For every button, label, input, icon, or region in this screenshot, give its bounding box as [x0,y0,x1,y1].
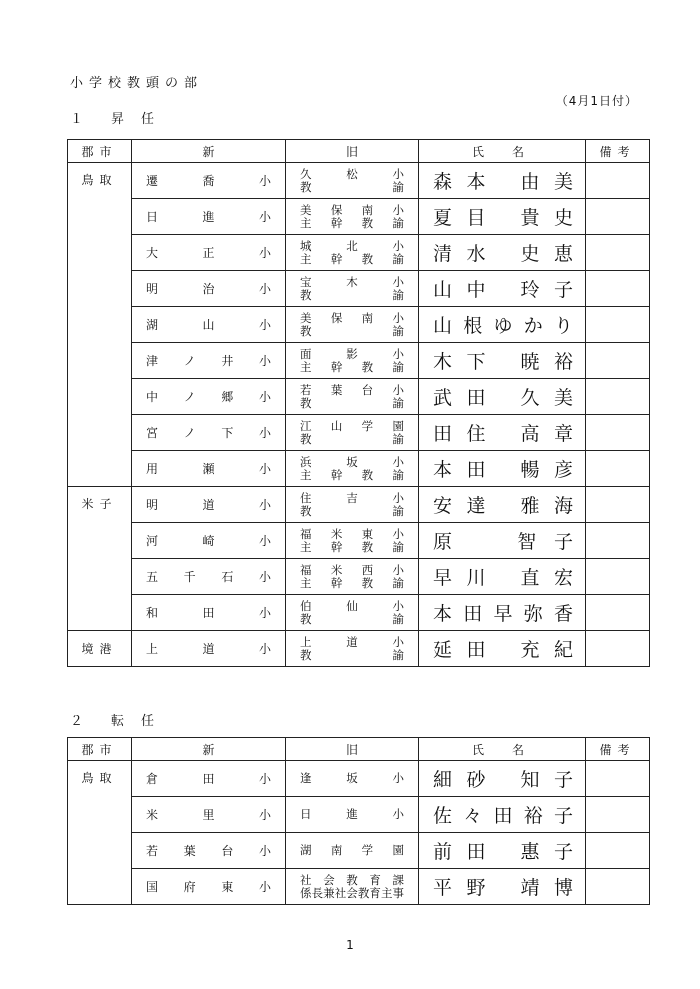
old-school: 住 吉 小 [300,490,404,505]
person-name-cell [419,307,586,343]
old-role: 主 幹 教 諭 [300,575,404,590]
person-name-cell [419,379,586,415]
header-city: 郡市 [68,140,132,163]
old-position-cell [286,163,419,199]
note-cell [586,271,650,307]
new-school-cell [132,343,286,379]
note-cell [586,869,650,905]
old-position-cell [286,595,419,631]
person-name-cell [419,559,586,595]
person-name: 田 住 高 章 [433,423,573,445]
old-school: 宝 木 小 [300,274,404,289]
new-school: 倉 田 小 [146,772,271,786]
section-2-title: 転 任 [111,714,157,729]
old-position-cell [286,307,419,343]
person-name-cell [419,523,586,559]
new-school-cell [132,163,286,199]
new-school-cell [132,595,286,631]
person-name-cell [419,487,586,523]
new-school-cell [132,235,286,271]
note-cell [586,631,650,667]
new-school-cell [132,797,286,833]
person-name-cell [419,833,586,869]
person-name: 武 田 久 美 [433,387,573,409]
old-role: 主 幹 教 諭 [300,215,404,230]
table-row [68,523,650,559]
header-name: 氏 名 [419,140,586,163]
old-role: 教 諭 [300,431,404,446]
old-school: 日 進 小 [300,807,404,821]
old-position-cell [286,451,419,487]
table-row [68,487,650,523]
old-school: 城 北 小 [300,238,404,253]
old-position-cell [286,343,419,379]
new-school-cell [132,451,286,487]
new-school-cell [132,559,286,595]
old-role: 教 諭 [300,611,404,626]
new-school-cell [132,415,286,451]
table-row [68,797,650,833]
person-name: 前 田 惠 子 [433,841,573,863]
note-cell [586,415,650,451]
new-school: 遷 喬 小 [146,174,271,188]
old-role: 教 諭 [300,323,404,338]
table-header-row [68,738,650,761]
person-name: 安 達 雅 海 [433,495,573,517]
old-school: 面 影 小 [300,346,404,361]
old-school: 若 葉 台 小 [300,382,404,397]
note-cell [586,797,650,833]
person-name-cell [419,761,586,797]
table-row [68,761,650,797]
old-school: 浜 坂 小 [300,454,404,469]
note-cell [586,559,650,595]
table-row [68,379,650,415]
note-cell [586,235,650,271]
note-cell [586,833,650,869]
note-cell [586,761,650,797]
old-position-cell [286,199,419,235]
section-1-heading [70,108,156,127]
new-school-cell [132,869,286,905]
table-row [68,199,650,235]
section-1-title: 昇 任 [111,112,157,127]
new-school-cell [132,631,286,667]
person-name-cell [419,595,586,631]
header-new: 新 [132,738,286,761]
old-position-cell [286,833,419,869]
table-row [68,163,650,199]
old-school: 上 道 小 [300,634,404,649]
person-name-cell [419,869,586,905]
city-cell: 境港 [68,631,132,667]
note-cell [586,523,650,559]
city-cell: 鳥取 [68,163,132,487]
table-row [68,595,650,631]
old-school: 福 米 西 小 [300,562,404,577]
new-school: 中 ノ 郷 小 [146,390,271,404]
header-new: 新 [132,140,286,163]
person-name: 森 本 由 美 [433,171,573,193]
header-old: 旧 [286,140,419,163]
new-school: 米 里 小 [146,808,271,822]
new-school-cell [132,271,286,307]
header-city: 郡市 [68,738,132,761]
table-row [68,559,650,595]
header-old: 旧 [286,738,419,761]
new-school: 河 崎 小 [146,534,271,548]
old-position-cell [286,415,419,451]
old-school: 福 米 東 小 [300,526,404,541]
new-school-cell [132,761,286,797]
old-position-cell [286,235,419,271]
old-role: 主 幹 教 諭 [300,539,404,554]
old-school: 江 山 学 園 [300,418,404,433]
new-school: 津 ノ 井 小 [146,354,271,368]
document-title: 小学校教頭の部 [70,76,204,91]
old-school: 美 保 南 小 [300,310,404,325]
person-name: 平 野 靖 博 [433,877,573,899]
new-school-cell [132,307,286,343]
promotion-table [67,139,650,667]
old-school: 久 松 小 [300,166,404,181]
old-school: 社 会 教 育 課 [300,872,404,887]
person-name: 細 砂 知 子 [433,769,573,791]
note-cell [586,307,650,343]
new-school: 湖 山 小 [146,318,271,332]
table-row [68,451,650,487]
header-name: 氏 名 [419,738,586,761]
note-cell [586,487,650,523]
person-name: 清 水 史 恵 [433,243,573,265]
table-row [68,307,650,343]
person-name: 山 根 ゆ か り [433,315,573,337]
old-school: 伯 仙 小 [300,598,404,613]
person-name: 本 田 早 弥 香 [433,603,573,625]
person-name: 夏 目 貴 史 [433,207,573,229]
new-school: 五 千 石 小 [146,570,271,584]
new-school-cell [132,523,286,559]
new-school-cell [132,199,286,235]
new-school: 用 瀬 小 [146,462,271,476]
table-row [68,631,650,667]
old-role: 教 諭 [300,503,404,518]
page-number: 1 [346,938,354,952]
old-role: 主 幹 教 諭 [300,359,404,374]
person-name-cell [419,199,586,235]
table-row [68,271,650,307]
old-position-cell [286,631,419,667]
person-name: 佐 々 田 裕 子 [433,805,573,827]
old-role: 教 諭 [300,395,404,410]
table-row [68,833,650,869]
new-school-cell [132,833,286,869]
old-role: 主 幹 教 諭 [300,467,404,482]
note-cell [586,451,650,487]
city-cell: 鳥取 [68,761,132,905]
old-position-cell [286,761,419,797]
person-name-cell [419,163,586,199]
person-name: 木 下 暁 裕 [433,351,573,373]
note-cell [586,343,650,379]
table-row [68,415,650,451]
header-note: 備考 [586,738,650,761]
person-name: 原 智 子 [433,531,573,553]
old-position-cell [286,869,419,905]
section-2-number: ２ [70,714,86,729]
header-note: 備考 [586,140,650,163]
note-cell [586,163,650,199]
city-cell: 米子 [68,487,132,631]
new-school: 日 進 小 [146,210,271,224]
person-name: 早 川 直 宏 [433,567,573,589]
old-school: 湖 南 学 園 [300,843,404,857]
person-name-cell [419,797,586,833]
table-row [68,869,650,905]
table-header-row [68,140,650,163]
section-1-number: １ [70,112,86,127]
old-position-cell [286,487,419,523]
table-row [68,343,650,379]
new-school: 上 道 小 [146,642,271,656]
old-school: 美 保 南 小 [300,202,404,217]
old-role: 教 諭 [300,179,404,194]
old-role: 教 諭 [300,287,404,302]
old-role: 教 諭 [300,647,404,662]
person-name: 延 田 充 紀 [433,639,573,661]
person-name-cell [419,235,586,271]
person-name-cell [419,343,586,379]
new-school: 国 府 東 小 [146,880,271,894]
transfer-table [67,737,650,905]
old-role: 係 長 兼 社 会 教 育 主 事 [300,885,404,900]
person-name-cell [419,415,586,451]
person-name-cell [419,631,586,667]
note-cell [586,595,650,631]
new-school: 明 道 小 [146,498,271,512]
person-name-cell [419,271,586,307]
old-position-cell [286,271,419,307]
table-row [68,235,650,271]
new-school: 宮 ノ 下 小 [146,426,271,440]
old-school: 逢 坂 小 [300,771,404,785]
note-cell [586,199,650,235]
old-position-cell [286,797,419,833]
section-2-heading [70,710,156,729]
old-role: 主 幹 教 諭 [300,251,404,266]
person-name: 山 中 玲 子 [433,279,573,301]
effective-date: （4月1日付） [555,94,638,108]
new-school: 大 正 小 [146,246,271,260]
old-position-cell [286,379,419,415]
new-school: 若 葉 台 小 [146,844,271,858]
old-position-cell [286,559,419,595]
new-school-cell [132,487,286,523]
person-name: 本 田 暢 彦 [433,459,573,481]
new-school-cell [132,379,286,415]
old-position-cell [286,523,419,559]
person-name-cell [419,451,586,487]
new-school: 和 田 小 [146,606,271,620]
note-cell [586,379,650,415]
new-school: 明 治 小 [146,282,271,296]
